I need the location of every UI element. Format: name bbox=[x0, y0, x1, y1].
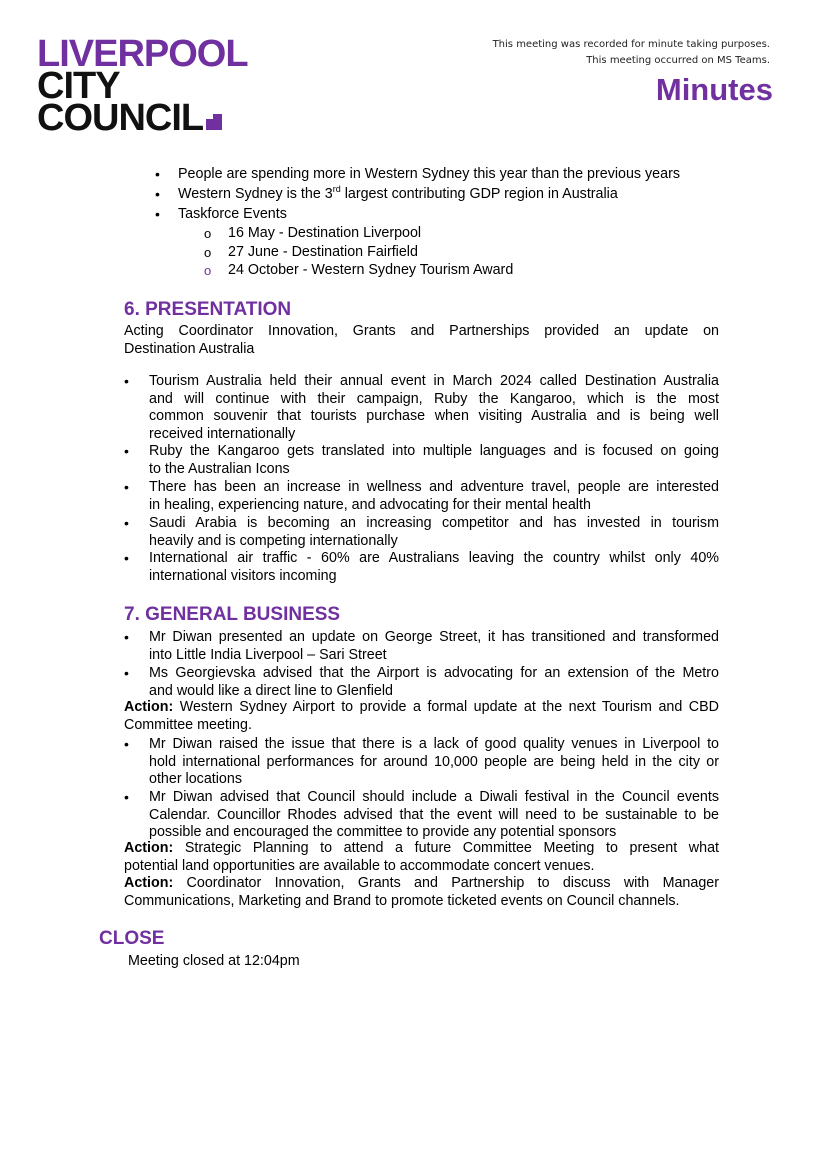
bullet-icon: • bbox=[124, 789, 129, 805]
sub-bullet-icon: o bbox=[204, 263, 212, 278]
list-item: Western Sydney is the 3rd largest contributing GDP region in Australia bbox=[178, 184, 618, 202]
sub-list-item: 27 June - Destination Fairfield bbox=[228, 244, 418, 260]
action-item: Action: Coordinator Innovation, Grants and Partnership to discuss with Manager Communications, Marketing and Brand to promote ticketed events on Council channels. bbox=[124, 875, 719, 909]
section-heading-general-business: 7. GENERAL BUSINESS bbox=[124, 604, 341, 625]
page-title: Minutes bbox=[655, 72, 773, 107]
bullet-icon: • bbox=[124, 479, 129, 495]
bullet-icon: • bbox=[155, 166, 160, 182]
section-intro: Destination Australia bbox=[124, 341, 255, 357]
recording-note bbox=[493, 37, 770, 69]
logo-mark-icon bbox=[206, 119, 222, 130]
section-heading-close: CLOSE bbox=[99, 928, 165, 949]
list-item: Mr Diwan advised that Council should include a Diwali festival in the Council events Calendar. Councillor Rhodes advised that the event will need to be sustainable to be possible and encouraged the committee to provide any potential sponsors bbox=[149, 789, 719, 840]
bullet-icon: • bbox=[124, 550, 129, 566]
list-item: Ms Georgievska advised that the Airport is advocating for an extension of the Metro and would like a direct line to Glenfield bbox=[149, 665, 719, 699]
bullet-icon: • bbox=[155, 206, 160, 222]
action-item: Action: Western Sydney Airport to provide a formal update at the next Tourism and CBD Committee meeting. bbox=[124, 699, 719, 733]
sub-bullet-icon: o bbox=[204, 226, 212, 241]
bullet-icon: • bbox=[124, 629, 129, 645]
logo-line-liverpool: LIVERPOOL bbox=[37, 33, 248, 75]
list-item: Mr Diwan raised the issue that there is a lack of good quality venues in Liverpool to hold international performances for around 10,000 people are being held in the city or other locations bbox=[149, 736, 719, 787]
recording-note-line2: This meeting occurred on MS Teams. bbox=[586, 55, 770, 66]
sub-list-item: 16 May - Destination Liverpool bbox=[228, 225, 422, 241]
recording-note-line1: This meeting was recorded for minute taking purposes. bbox=[492, 39, 770, 50]
section-intro: Acting Coordinator Innovation, Grants and Partnerships provided an update on bbox=[124, 323, 719, 339]
list-item: People are spending more in Western Sydney this year than the previous years bbox=[178, 166, 680, 182]
list-item: Saudi Arabia is becoming an increasing competitor and has invested in tourism heavily and is competing internationally bbox=[149, 515, 719, 549]
close-text: Meeting closed at 12:04pm bbox=[128, 953, 300, 969]
list-item: Tourism Australia held their annual event in March 2024 called Destination Australia and will continue with their campaign, Ruby the Kangaroo, which is the most common souvenir that tourists purchase when visiting Australia and is being well received internationally bbox=[149, 373, 719, 442]
logo-line-council: COUNCIL bbox=[37, 102, 248, 134]
list-item: Ruby the Kangaroo gets translated into multiple languages and is focused on going to the Australian Icons bbox=[149, 443, 719, 477]
sub-bullet-icon: o bbox=[204, 245, 212, 260]
bullet-icon: • bbox=[124, 665, 129, 681]
action-item: Action: Strategic Planning to attend a future Committee Meeting to present what potential land opportunities are available to accommodate concert venues. bbox=[124, 840, 719, 874]
list-item: Mr Diwan presented an update on George Street, it has transitioned and transformed into Little India Liverpool – Sari Street bbox=[149, 629, 719, 663]
bullet-icon: • bbox=[124, 443, 129, 459]
bullet-icon: • bbox=[124, 515, 129, 531]
bullet-icon: • bbox=[155, 186, 160, 202]
list-item: There has been an increase in wellness and adventure travel, people are interested in healing, experiencing nature, and advocating for their mental health bbox=[149, 479, 719, 513]
bullet-icon: • bbox=[124, 736, 129, 752]
sub-list-item: 24 October - Western Sydney Tourism Award bbox=[228, 262, 514, 278]
bullet-icon: • bbox=[124, 373, 129, 389]
council-logo bbox=[37, 33, 248, 139]
section-heading-presentation: 6. PRESENTATION bbox=[124, 299, 292, 320]
list-item: Taskforce Events bbox=[178, 206, 287, 222]
logo-line-city: CITY bbox=[37, 65, 120, 107]
list-item: International air traffic - 60% are Australians leaving the country whilst only 40% international visitors incoming bbox=[149, 550, 719, 584]
